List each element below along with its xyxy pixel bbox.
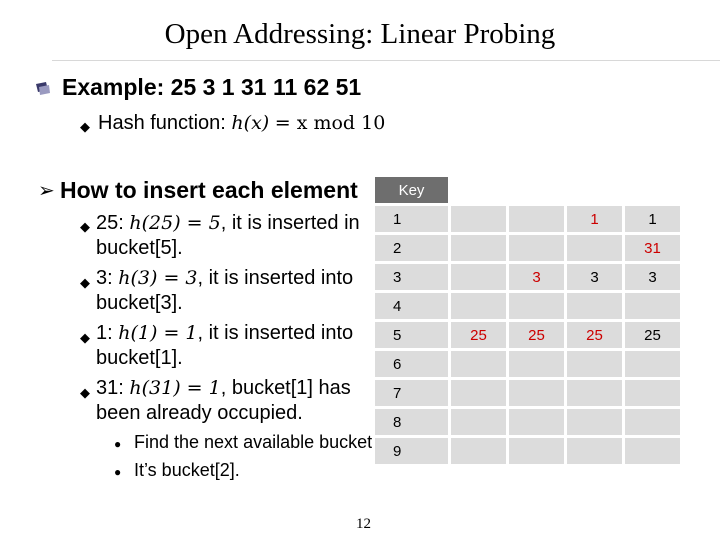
step-25 [96, 212, 360, 235]
step-1-cont: bucket[1]. [96, 347, 183, 369]
howto-heading: How to insert each element [60, 177, 358, 203]
step-31-cont: been already occupied. [96, 402, 303, 424]
table-row [375, 438, 680, 464]
bucket-value-cell [451, 438, 506, 464]
bucket-value-cell: 1 [625, 206, 680, 232]
hash-function-label: Hash function: [98, 112, 226, 134]
step-prefix: 31: [96, 377, 124, 399]
bucket-value-cell [509, 293, 564, 319]
hash-formula-lhs: h(x) [231, 112, 270, 134]
arrow-bullet-icon: ➢ [38, 180, 55, 202]
step-math: h(1) = 1 [118, 322, 198, 344]
table-header-row [375, 177, 680, 203]
table-row [375, 264, 680, 290]
hash-table [372, 174, 683, 467]
bucket-value-cell [625, 293, 680, 319]
diamond-bullet-icon: ◆ [80, 119, 90, 134]
bucket-key-cell [375, 322, 448, 348]
bucket-key-cell [375, 351, 448, 377]
bucket-value-cell: 3 [567, 264, 622, 290]
step-text: , it is inserted into [197, 322, 354, 344]
bucket-key-cell [375, 235, 448, 261]
bucket-value-cell [451, 206, 506, 232]
bucket-value-cell [509, 438, 564, 464]
bucket-value-cell: 1 [567, 206, 622, 232]
bucket-value-cell [567, 409, 622, 435]
bucket-value-cell [567, 438, 622, 464]
bucket-value-cell [509, 409, 564, 435]
table-row [375, 235, 680, 261]
step-3 [96, 267, 353, 290]
bucket-value-cell [625, 351, 680, 377]
bucket-value-cell [451, 293, 506, 319]
bucket-value-cell [451, 380, 506, 406]
bucket-value-cell [509, 206, 564, 232]
title-divider [52, 60, 720, 61]
step-1 [96, 322, 353, 345]
bucket-value-cell [509, 235, 564, 261]
bucket-value-cell [451, 264, 506, 290]
diamond-bullet-icon: ◆ [80, 219, 90, 234]
bucket-value-cell: 25 [509, 322, 564, 348]
bucket-value-cell: 3 [625, 264, 680, 290]
bucket-key: 3 [393, 268, 402, 286]
step-31 [96, 377, 351, 400]
bucket-value-cell [567, 351, 622, 377]
step-25-cont: bucket[5]. [96, 237, 183, 259]
step-text: , it is inserted in [220, 212, 360, 234]
bucket-key: 7 [393, 384, 402, 402]
bucket-value-cell [567, 293, 622, 319]
bucket-value-cell [451, 235, 506, 261]
bucket-key-cell [375, 409, 448, 435]
bucket-value-cell [625, 438, 680, 464]
step-prefix: 3: [96, 267, 113, 289]
dot-bullet-icon: ● [114, 465, 122, 479]
table-row [375, 206, 680, 232]
page-number: 12 [356, 516, 371, 532]
diamond-bullet-icon: ◆ [80, 275, 90, 290]
bucket-key-cell [375, 380, 448, 406]
table-row [375, 322, 680, 348]
step-math: h(3) = 3 [118, 267, 198, 289]
hash-formula-rhs: = x mod 10 [274, 112, 386, 134]
bucket-key-cell [375, 264, 448, 290]
step-prefix: 1: [96, 322, 113, 344]
substep-bucket: It’s bucket[2]. [134, 460, 240, 480]
bucket-key-cell [375, 438, 448, 464]
step-math: h(25) = 5 [129, 212, 221, 234]
bucket-key: 6 [393, 355, 402, 373]
table-row [375, 293, 680, 319]
step-text: , it is inserted into [197, 267, 354, 289]
table-row [375, 351, 680, 377]
bucket-value-cell [509, 380, 564, 406]
bucket-value-cell [567, 235, 622, 261]
diamond-bullet-icon: ◆ [80, 385, 90, 400]
bucket-value-cell [509, 351, 564, 377]
key-header: Key [375, 177, 448, 203]
bucket-value-cell [567, 380, 622, 406]
bucket-key: 9 [393, 442, 402, 460]
example-line: Example: 25 3 1 31 11 62 51 [62, 74, 362, 100]
substep-find: Find the next available bucket [134, 432, 373, 452]
bucket-value-cell [625, 380, 680, 406]
bucket-value-cell [625, 409, 680, 435]
dot-bullet-icon: ● [114, 437, 122, 451]
step-3-cont: bucket[3]. [96, 292, 183, 314]
bucket-value-cell: 25 [451, 322, 506, 348]
step-prefix: 25: [96, 212, 124, 234]
table-row [375, 380, 680, 406]
slide-title: Open Addressing: Linear Probing [164, 18, 556, 50]
bucket-value-cell: 25 [567, 322, 622, 348]
diamond-bullet-icon: ◆ [80, 330, 90, 345]
table-row [375, 409, 680, 435]
bucket-key: 1 [393, 210, 402, 228]
hash-function-line [98, 112, 385, 135]
bucket-value-cell: 3 [509, 264, 564, 290]
bucket-value-cell [451, 351, 506, 377]
step-math: h(31) = 1 [129, 377, 221, 399]
bucket-key: 4 [393, 297, 402, 315]
step-text: , bucket[1] has [220, 377, 351, 399]
bucket-value-cell: 25 [625, 322, 680, 348]
bucket-key-cell [375, 206, 448, 232]
bucket-key: 8 [393, 413, 402, 431]
flag-bullet-icon [36, 82, 50, 95]
bucket-key: 5 [393, 326, 402, 344]
bucket-value-cell [451, 409, 506, 435]
bucket-value-cell: 31 [625, 235, 680, 261]
bucket-key-cell [375, 293, 448, 319]
bucket-key: 2 [393, 239, 402, 257]
